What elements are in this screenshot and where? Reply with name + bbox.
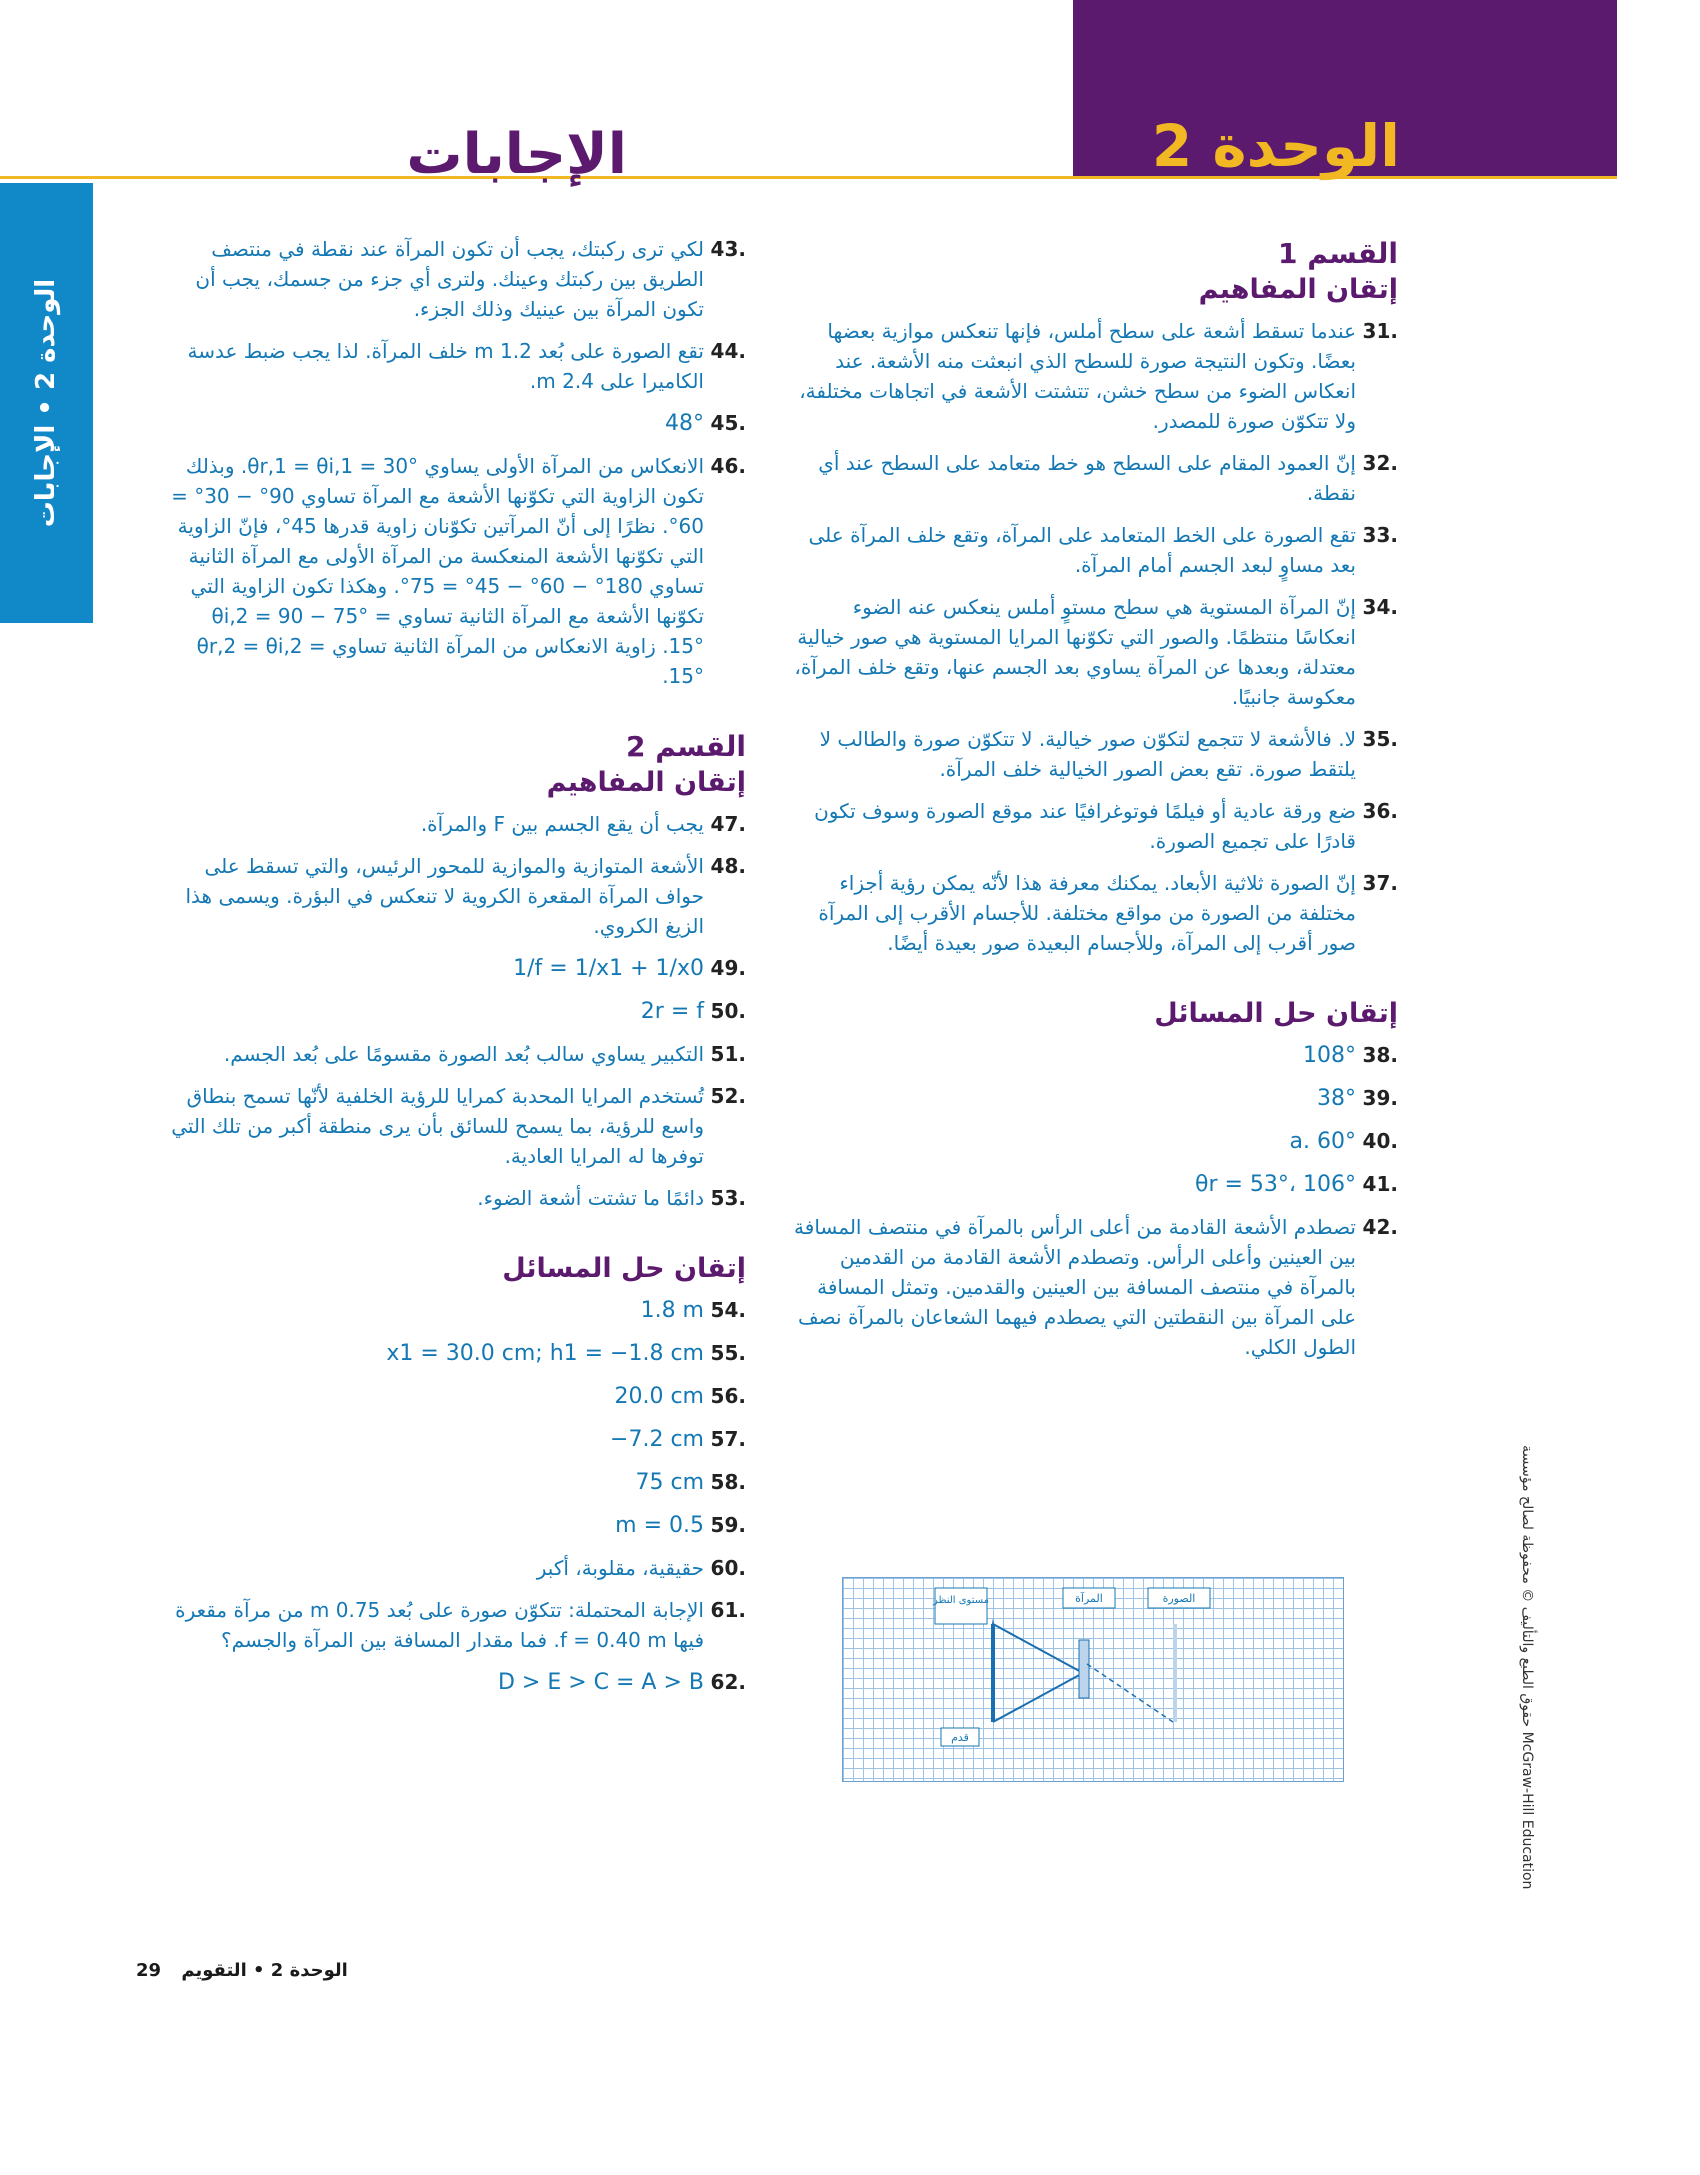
page-number: 29 [136, 1960, 162, 1981]
subsection-heading: إتقان المفاهيم [1198, 274, 1398, 305]
item-number: .43 [710, 237, 746, 261]
answer-item [170, 996, 746, 1027]
eye-level-box [935, 1588, 987, 1624]
item-value: θr = 53°، 106° [1194, 1172, 1356, 1197]
item-number: .60 [710, 1556, 746, 1580]
item-text: تقع الصورة على الخط المتعامد على المرآة، وتقع خلف المرآة على بعد مساوٍ لبعد الجسم أمام المرآة. [808, 523, 1356, 577]
answer-item [790, 1212, 1398, 1362]
item-number: .39 [1362, 1086, 1398, 1110]
item-number: .61 [710, 1598, 746, 1622]
item-text: التكبير يساوي سالب بُعد الصورة مقسومًا على بُعد الجسم. [223, 1042, 704, 1066]
item-number: .32 [1362, 451, 1398, 475]
item-number: .54 [710, 1298, 746, 1322]
item-number: .46 [710, 454, 746, 478]
mirror-shape [1079, 1640, 1089, 1698]
item-number: .53 [710, 1186, 746, 1210]
mirror-label: المرآة [1075, 1592, 1103, 1605]
item-number: .42 [1362, 1215, 1398, 1239]
item-text: حقيقية، مقلوبة، أكبر [536, 1556, 704, 1580]
item-text: يجب أن يقع الجسم بين F والمرآة. [420, 812, 704, 836]
answer-item [170, 1338, 746, 1369]
answer-item [790, 1126, 1398, 1157]
answer-item [170, 1467, 746, 1498]
item-number: .37 [1362, 871, 1398, 895]
item-text: ضع ورقة عادية أو فيلمًا فوتوغرافيًا عند موقع الصورة وسوف تكون قادرًا على تجميع الصورة. [814, 799, 1356, 853]
answer-item [170, 1595, 746, 1655]
item-text: تُستخدم المرايا المحدبة كمرايا للرؤية الخلفية لأنّها تسمح بنطاق واسع للرؤية، بما يسمح للسائق بأن يرى منطقة أكبر من تلك التي توفرها له المرايا العادية. [171, 1084, 704, 1168]
item-number: .38 [1362, 1043, 1398, 1067]
item-number: .50 [710, 999, 746, 1023]
item-value: 38° [1317, 1086, 1356, 1111]
item-text: عندما تسقط أشعة على سطح أملس، فإنها تنعكس موازية بعضها بعضًا. وتكون النتيجة صورة للسطح الذي انبعثت منه الأشعة. عند انعكاس الضوء من سطح خشن، تتشتت الأشعة في اتجاهات مختلفة، ولا تتكوّن صورة للمصدر. [799, 319, 1356, 433]
item-number: .62 [710, 1670, 746, 1694]
item-value: m = 0.5 [615, 1513, 704, 1538]
item-text: الأشعة المتوازية والموازية للمحور الرئيس، والتي تسقط على حواف المرآة المقعرة الكروية لا تنعكس في البؤرة. ويسمى هذا الزيغ الكروي. [185, 854, 704, 938]
item-number: .59 [710, 1513, 746, 1537]
side-tab-label: الوحدة 2 • الإجابات [31, 278, 61, 528]
answer-item [790, 520, 1398, 580]
answer-item [790, 448, 1398, 508]
image-label: الصورة [1162, 1592, 1196, 1605]
unit-label: الوحدة 2 [1151, 112, 1400, 180]
item-number: .34 [1362, 595, 1398, 619]
left-column [170, 234, 746, 1710]
item-text: الانعكاس من المرآة الأولى يساوي θr,1 = θi,1 = 30°. وبذلك تكون الزاوية التي تكوّنها الأشعة مع المرآة تساوي 90° − 30° = 60°. نظرًا إلى أنّ المرآتين تكوّنان زاوية قدرها 45°، فإنّ الزاوية التي تكوّنها الأشعة المنعكسة من المرآة الأولى مع المرآة الثانية تساوي 180° − 60° − 45° = 75°. وهكذا تكون الزاوية التي تكوّنها الأشعة مع المرآة الثانية تساوي θi,2 = 90 − 75° = 15°. زاوية الانعكاس من المرآة الثانية تساوي θr,2 = θi,2 = 15°. [171, 454, 704, 688]
subsection-heading: إتقان حل المسائل [502, 1253, 746, 1284]
item-number: .40 [1362, 1129, 1398, 1153]
item-number: .51 [710, 1042, 746, 1066]
item-value: 48° [665, 411, 704, 436]
item-number: .56 [710, 1384, 746, 1408]
item-text: تصطدم الأشعة القادمة من أعلى الرأس بالمرآة في منتصف المسافة بين العينين وأعلى الرأس. وتصطدم الأشعة القادمة من القدمين بالمرآة في منتصف المسافة بين العينين والقدمين. وتمثل المسافة على المرآة بين النقطتين التي يصطدم فيهما الشعاعان بالمرآة نصف الطول الكلي. [794, 1215, 1356, 1359]
copyright-notice: حقوق الطبع والتأليف © محفوظة لصالح مؤسسة McGraw-Hill Education [1519, 1445, 1535, 1890]
answer-item [790, 1083, 1398, 1114]
answer-item [790, 316, 1398, 436]
item-value: 20.0 cm [614, 1384, 704, 1409]
answer-item [170, 1553, 746, 1583]
item-number: .55 [710, 1341, 746, 1365]
answer-item [170, 408, 746, 439]
item-value: x1 = 30.0 cm; h1 = −1.8 cm [386, 1341, 704, 1366]
item-number: .57 [710, 1427, 746, 1451]
answer-item [170, 851, 746, 941]
item-value: a. 60° [1289, 1129, 1356, 1154]
item-value: 1/f = 1/x1 + 1/x0 [513, 956, 704, 981]
item-text: لكي ترى ركبتك، يجب أن تكون المرآة عند نقطة في منتصف الطريق بين ركبتك وعينك. ولترى أي جزء من جسمك، يجب أن تكون المرآة بين عينيك وذلك الجزء. [195, 237, 704, 321]
item-text: إنّ المرآة المستوية هي سطح مستوٍ أملس ينعكس عنه الضوء انعكاسًا منتظمًا. والصور التي تكوّنها المرايا المستوية هي صور خيالية معتدلة، وبعدها عن المرآة يساوي بعد الجسم عنها، وتقع خلف المرآة، معكوسة جانبيًا. [794, 595, 1356, 709]
item-value: 108° [1303, 1043, 1356, 1068]
item-number: .48 [710, 854, 746, 878]
answer-item [170, 1183, 746, 1213]
foot-label: قدم [951, 1731, 969, 1744]
answer-item [170, 1295, 746, 1326]
answer-item [170, 1667, 746, 1698]
item-number: .31 [1362, 319, 1398, 343]
item-value: 2r = f [640, 999, 704, 1024]
item-value: −7.2 cm [610, 1427, 704, 1452]
answer-item [790, 1040, 1398, 1071]
answer-item [170, 234, 746, 324]
item-number: .44 [710, 339, 746, 363]
section-heading: القسم 1 [1278, 237, 1398, 270]
answer-item [170, 1424, 746, 1455]
item-value: 1.8 m [640, 1298, 704, 1323]
item-number: .45 [710, 411, 746, 435]
subsection-heading: إتقان المفاهيم [546, 767, 746, 798]
page-title: الإجابات [406, 122, 627, 187]
answer-item [790, 868, 1398, 958]
item-number: .47 [710, 812, 746, 836]
mirror-ray-diagram [842, 1577, 1344, 1782]
answer-item [170, 1381, 746, 1412]
answer-item [170, 953, 746, 984]
answer-item [170, 809, 746, 839]
answer-item [170, 1039, 746, 1069]
answer-item [790, 1169, 1398, 1200]
eye-level-label: مستوى النظر [932, 1595, 990, 1606]
footer-label: الوحدة 2 • التقويم [181, 1960, 348, 1981]
subsection-heading: إتقان حل المسائل [1154, 998, 1398, 1029]
item-text: إنّ الصورة ثلاثية الأبعاد. يمكنك معرفة هذا لأنّه يمكن رؤية أجزاء مختلفة من الصورة من مواقع مختلفة. للأجسام الأقرب إلى المرآة صور أقرب إلى المرآة، وللأجسام البعيدة صور بعيدة أيضًا. [818, 871, 1356, 955]
item-number: .33 [1362, 523, 1398, 547]
answer-item [170, 451, 746, 691]
item-text: دائمًا ما تشتت أشعة الضوء. [477, 1186, 704, 1210]
item-number: .49 [710, 956, 746, 980]
section-heading: القسم 2 [626, 730, 746, 763]
item-number: .35 [1362, 727, 1398, 751]
ray-top [993, 1624, 1083, 1673]
ray-diagram-svg [843, 1578, 1343, 1781]
item-number: .36 [1362, 799, 1398, 823]
item-text: إنّ العمود المقام على السطح هو خط متعامد على السطح عند أي نقطة. [818, 451, 1356, 505]
answer-item [790, 796, 1398, 856]
item-number: .41 [1362, 1172, 1398, 1196]
item-value: 75 cm [635, 1470, 704, 1495]
ray-bottom [993, 1673, 1083, 1722]
answer-item [790, 724, 1398, 784]
ray-extension [1087, 1664, 1173, 1722]
side-tab [0, 183, 93, 623]
answer-item [170, 1081, 746, 1171]
answer-item [170, 336, 746, 396]
item-text: لا. فالأشعة لا تتجمع لتكوّن صور خيالية. لا تتكوّن صورة والطالب لا يلتقط صورة. تقع بعض الصور الخيالية خلف المرآة. [819, 727, 1356, 781]
item-value: D > E > C = A > B [497, 1670, 704, 1695]
item-number: .58 [710, 1470, 746, 1494]
item-number: .52 [710, 1084, 746, 1108]
answer-item [170, 1510, 746, 1541]
item-text: تقع الصورة على بُعد 1.2 m خلف المرآة. لذا يجب ضبط عدسة الكاميرا على 2.4 m. [187, 339, 704, 393]
item-text: الإجابة المحتملة: تتكوّن صورة على بُعد 0.75 m من مرآة مقعرة فيها f = 0.40 m. فما مقدار المسافة بين المرآة والجسم؟ [175, 1598, 704, 1652]
answer-item [790, 592, 1398, 712]
page-footer [136, 1960, 348, 1981]
right-column [790, 236, 1398, 1374]
